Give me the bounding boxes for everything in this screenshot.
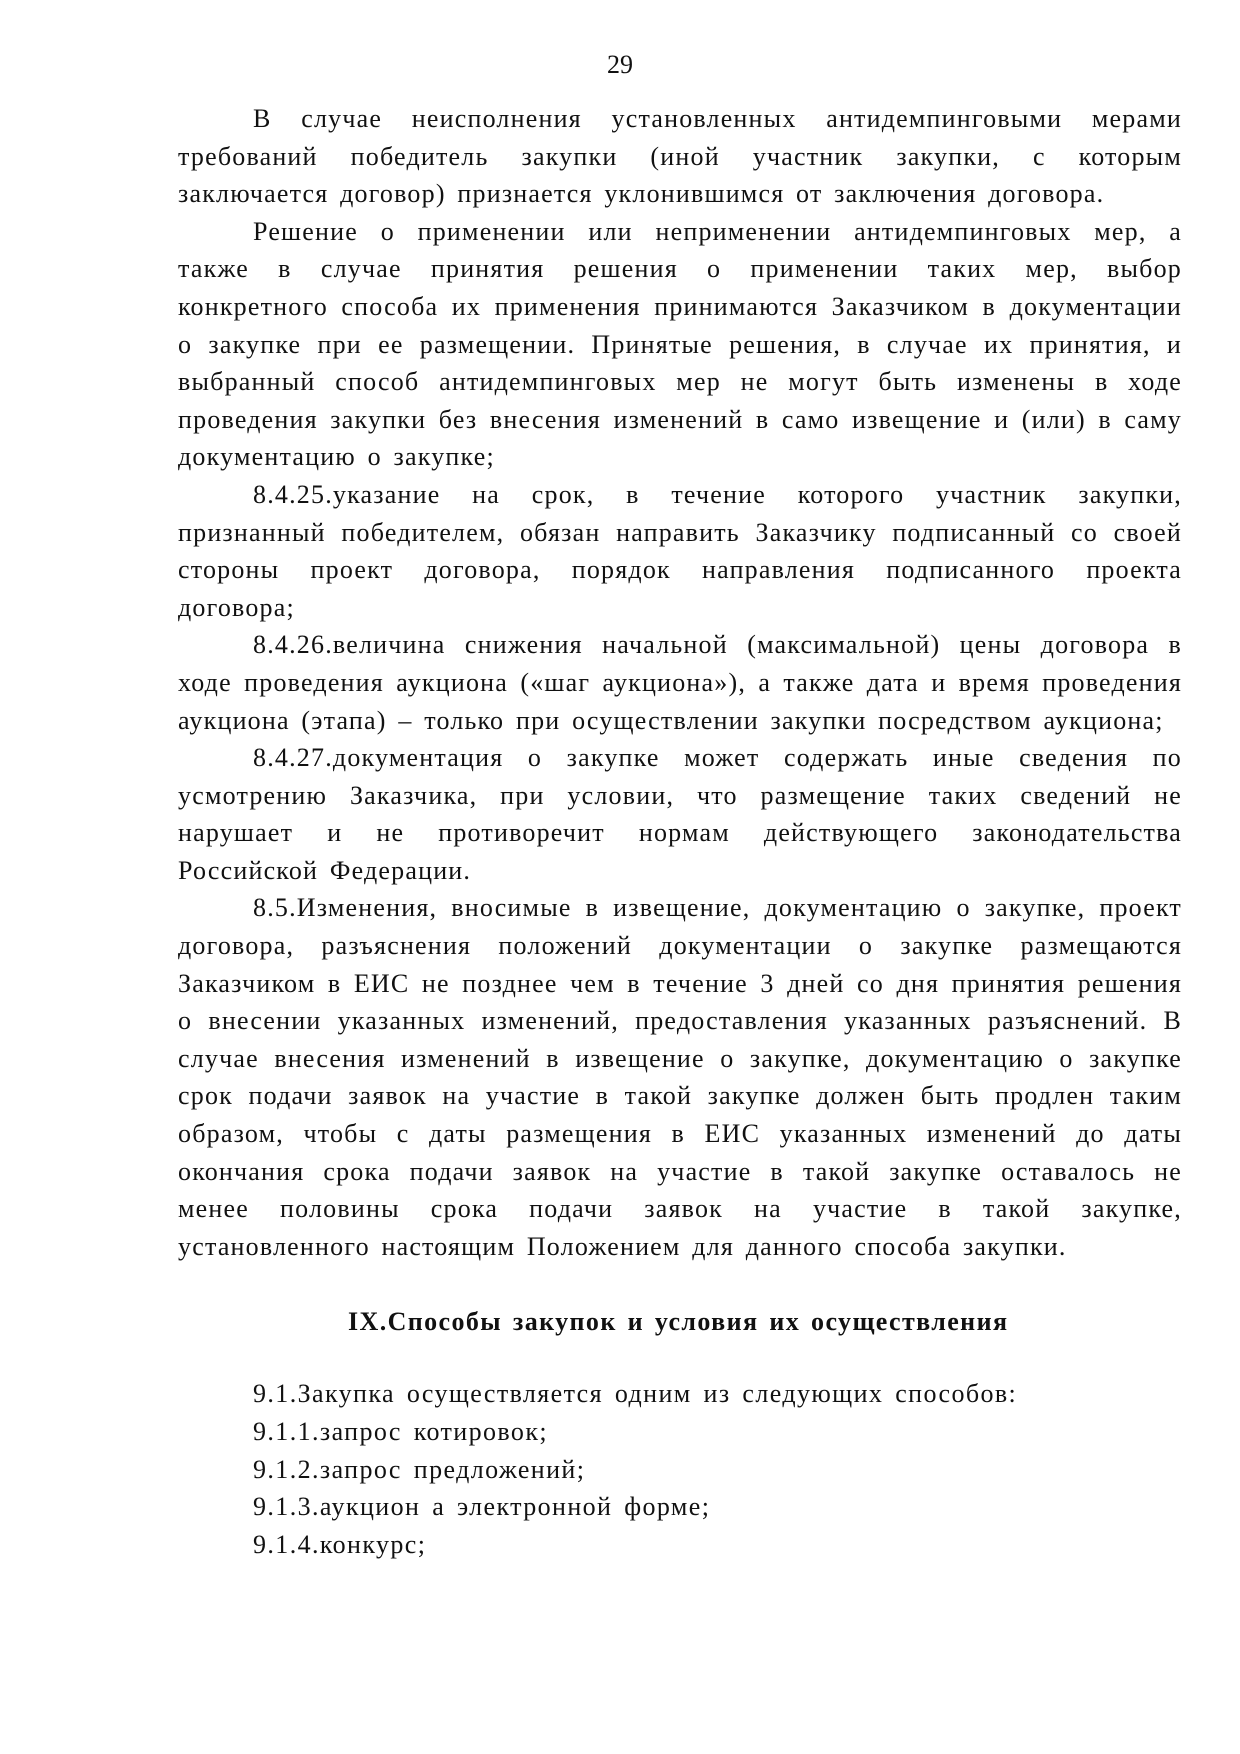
clause-8-4-27: 8.4.27.документация о закупке может содержать иные сведения по усмотрению Заказчика, при условии, что размещение таких сведений не нарушает и не противоречит нормам действующего законодательства Российской Федерации.	[178, 743, 1182, 885]
clause-8-4-26: 8.4.26.величина снижения начальной (максимальной) цены договора в ходе проведения аукциона («шаг аукциона»), а также дата и время проведения аукциона (этапа) – только при осуществлении закупки посредством аукциона;	[178, 630, 1182, 735]
section-heading: IX.Способы закупок и условия их осуществления	[348, 1307, 1009, 1337]
clause-8-4-25: 8.4.25.указание на срок, в течение которого участник закупки, признанный победителем, обязан направить Заказчику подписанный со своей стороны проект договора, порядок направления подписанного проекта договора;	[178, 479, 1182, 622]
clause-9-1-4: 9.1.4.конкурс;	[253, 1529, 427, 1559]
clause-9-1-3: 9.1.3.аукцион а электронной форме;	[253, 1492, 711, 1522]
clause-9-1-2: 9.1.2.запрос предложений;	[253, 1454, 586, 1484]
paragraph-anti-dumping-evasion: В случае неисполнения установленных антидемпинговыми мерами требований победитель закупки (иной участник закупки, с которым заключается договор) признается уклонившимся от заключения договора.	[178, 104, 1182, 209]
clause-9-1-1: 9.1.1.запрос котировок;	[253, 1417, 548, 1446]
document-body	[178, 100, 1182, 1563]
page-number: 29	[607, 50, 633, 79]
clause-8-5: 8.5.Изменения, вносимые в извещение, документацию о закупке, проект договора, разъяснения положений документации о закупке размещаются Заказчиком в ЕИС не позднее чем в течение 3 дней со дня принятия решения о внесении указанных изменений, предоставления указанных разъяснений. В случае внесения изменений в извещение о закупке, документацию о закупке срок подачи заявок на участие в такой закупке должен быть продлен таким образом, чтобы с даты размещения в ЕИС указанных изменений до даты окончания срока подачи заявок на участие в такой закупке оставалось не менее половины срока подачи заявок на участие в такой закупке, установленного настоящим Положением для данного способа закупки.	[178, 893, 1182, 1261]
paragraph-anti-dumping-decision: Решение о применении или неприменении антидемпинговых мер, а также в случае принятия решения о применении таких мер, выбор конкретного способа их применения принимаются Заказчиком в документации о закупке при ее размещении. Принятые решения, в случае их принятия, и выбранный способ антидемпинговых мер не могут быть изменены в ходе проведения закупки без внесения изменений в само извещение и (или) в саму документацию о закупке;	[178, 216, 1182, 472]
clause-9-1: 9.1.Закупка осуществляется одним из следующих способов:	[253, 1379, 1018, 1409]
